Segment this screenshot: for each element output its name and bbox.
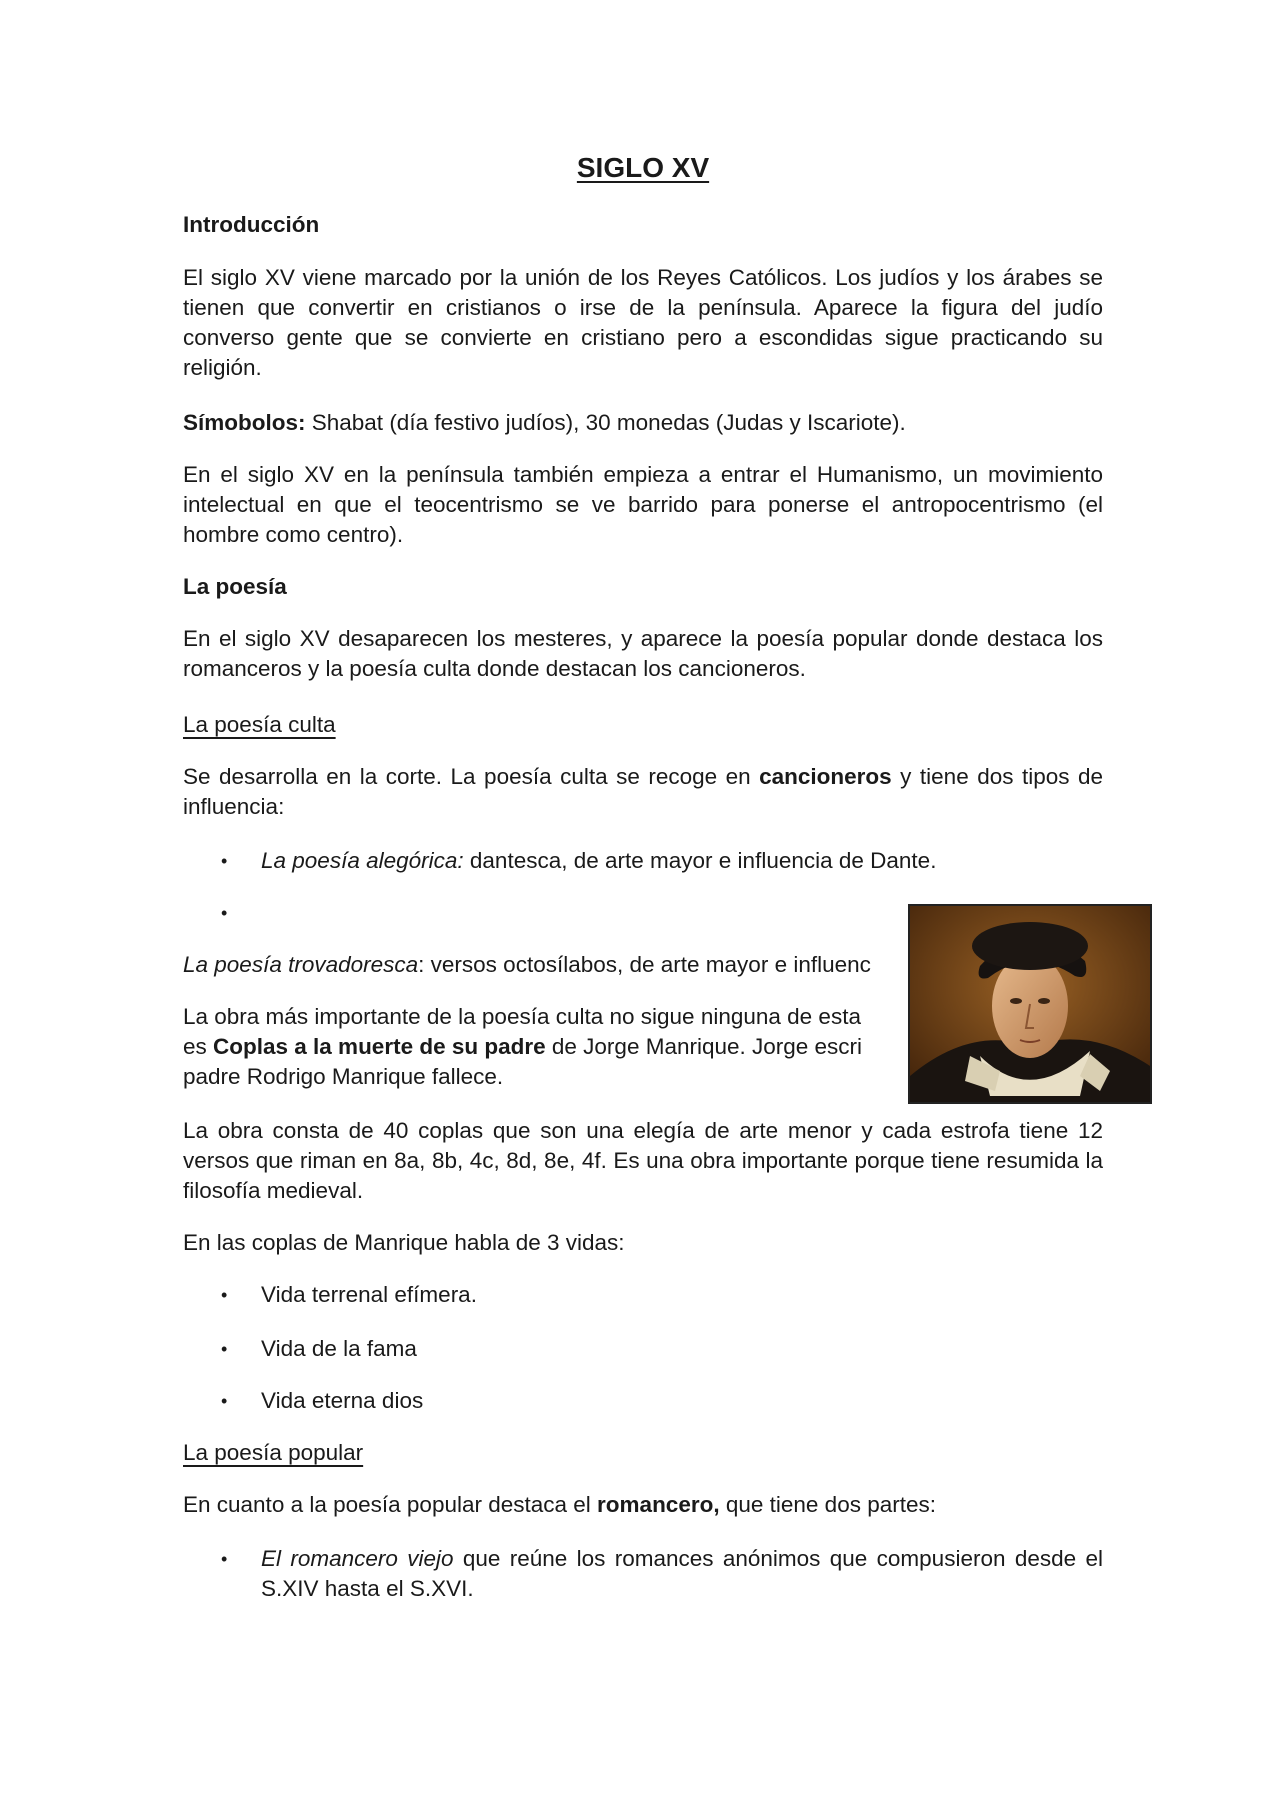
heading-poesia-culta xyxy=(183,710,1103,740)
vida-fama: Vida de la fama xyxy=(261,1336,417,1361)
heading-poesia-popular-text: La poesía popular xyxy=(183,1440,364,1465)
popular-text-b: que tiene dos partes: xyxy=(719,1492,936,1517)
portrait-image xyxy=(908,904,1152,1104)
vidas-intro: En las coplas de Manrique habla de 3 vidas: xyxy=(183,1230,625,1255)
culta-text-a: Se desarrolla en la corte. La poesía culta se recoge en xyxy=(183,764,760,789)
symbols-text: Shabat (día festivo judíos), 30 monedas (Judas y Iscariote). xyxy=(305,410,906,435)
vida-terrenal: Vida terrenal efímera. xyxy=(261,1282,477,1307)
heading-introduccion: Introducción xyxy=(183,212,320,237)
obra-line-1: La obra más importante de la poesía culta no sigue ninguna de esta xyxy=(183,1004,861,1029)
humanism-paragraph: En el siglo XV en la península también empieza a entrar el Humanismo, un movimiento intelectual en que el teocentrismo se ve barrido para ponerse el antropocentrismo (el hombre como centro). xyxy=(183,462,1103,547)
obra-text-c: de Jorge Manrique. Jorge escri xyxy=(545,1034,863,1059)
obra-line-3: padre Rodrigo Manrique fallece. xyxy=(183,1064,504,1089)
poesia-paragraph: En el siglo XV desaparecen los mesteres, y aparece la poesía popular donde destaca los romanceros y la poesía culta donde destacan los cancioneros. xyxy=(183,626,1103,681)
heading-poesia-culta-text: La poesía culta xyxy=(183,712,336,737)
romancero-viejo-label: El romancero viejo xyxy=(261,1546,454,1571)
page-title: SIGLO XV xyxy=(576,152,710,183)
bullet-icon: • xyxy=(221,851,228,871)
popular-bold-romancero: romancero, xyxy=(597,1492,720,1517)
heading-la-poesia: La poesía xyxy=(183,574,287,599)
obra-text-b: es xyxy=(183,1034,214,1059)
trovadoresca-text: : versos octosílabos, de arte mayor e influenc xyxy=(418,952,871,977)
bullet-icon: • xyxy=(221,1285,228,1305)
intro-paragraph: El siglo XV viene marcado por la unión de los Reyes Católicos. Los judíos y los árabes se tienen que convertir en cristianos o irse de la península. Aparece la figura del judío converso gente que se convierte en cristiano pero a escondidas sigue practicando su religión. xyxy=(183,265,1103,380)
popular-text-a: En cuanto a la poesía popular destaca el xyxy=(183,1492,598,1517)
heading-poesia-popular xyxy=(183,1438,1103,1468)
bullet-icon: • xyxy=(221,1391,228,1411)
bullet-icon: • xyxy=(221,903,228,923)
coplas-paragraph: La obra consta de 40 coplas que son una elegía de arte menor y cada estrofa tiene 12 versos que riman en 8a, 8b, 4c, 8d, 8e, 4f. Es una obra importante porque tiene resumida la filosofía medieval. xyxy=(183,1118,1103,1203)
trovadoresca-label: La poesía trovadoresca xyxy=(183,952,419,977)
culta-bold-cancioneros: cancioneros xyxy=(759,764,892,789)
culta-text-b: y tiene dos tipos de influencia: xyxy=(183,764,1103,819)
symbols-label: Símobolos: xyxy=(183,410,306,435)
popular-paragraph xyxy=(183,1490,1103,1520)
bullet-icon: • xyxy=(221,1339,228,1359)
bullet-alegorica xyxy=(261,846,1103,876)
alegorica-text: dantesca, de arte mayor e influencia de Dante. xyxy=(463,848,937,873)
symbols-paragraph xyxy=(183,408,1103,438)
obra-bold-title: Coplas a la muerte de su padre xyxy=(213,1034,546,1059)
bullet-icon: • xyxy=(221,1549,228,1569)
portrait-illustration xyxy=(910,906,1150,1102)
culta-paragraph xyxy=(183,762,1103,822)
bullet-romancero-viejo xyxy=(261,1544,1103,1604)
alegorica-label: La poesía alegórica: xyxy=(261,848,464,873)
vida-eterna: Vida eterna dios xyxy=(261,1388,424,1413)
romancero-viejo-text: que reúne los romances anónimos que compusieron desde el S.XIV hasta el S.XVI. xyxy=(261,1546,1103,1601)
